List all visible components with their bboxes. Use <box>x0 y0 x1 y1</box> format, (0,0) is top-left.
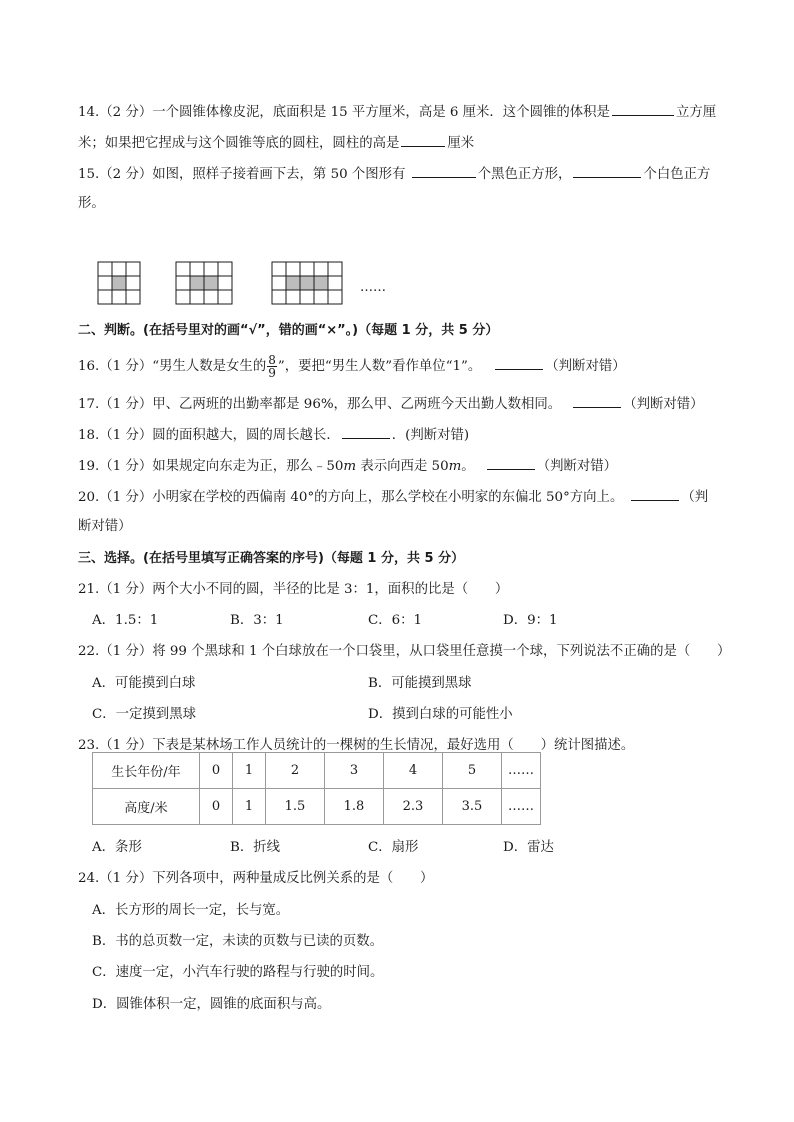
q14-text-2: 立方厘 <box>675 105 717 120</box>
table-cell: 1 <box>233 753 266 789</box>
white-square <box>190 290 204 304</box>
white-square <box>126 262 140 276</box>
shaded-square <box>190 276 204 290</box>
q16-line <box>78 354 626 380</box>
q24-option-b[interactable]: B．书的总页数一定，未读的页数与已读的页数。 <box>92 934 384 949</box>
q22-option-c[interactable]: C．一定摸到黑球 <box>92 707 196 722</box>
table-cell: 高度/米 <box>93 789 200 825</box>
q16-blank[interactable] <box>495 355 543 370</box>
white-square <box>272 262 286 276</box>
q20-line1 <box>78 486 708 508</box>
q19-text: 19.（1 分）如果规定向东走为正，那么﹣50 <box>78 459 344 474</box>
table-cell: 5 <box>443 753 502 789</box>
q22-option-a[interactable]: A．可能摸到白球 <box>92 676 196 691</box>
q16-fraction <box>267 354 277 379</box>
white-square <box>98 262 112 276</box>
q21-option-c[interactable]: C．6：1 <box>368 613 423 628</box>
shaded-square <box>300 276 314 290</box>
q23-option-b[interactable]: B．折线 <box>230 840 281 855</box>
q15-text: 15.（2 分）如图，照样子接着画下去，第 50 个图形有 <box>78 167 410 182</box>
q15-ellipsis: …… <box>360 280 386 295</box>
q19-text-3: 。 <box>461 459 475 474</box>
q14-text: 14.（2 分）一个圆锥体橡皮泥，底面积是 15 平方厘米，高是 6 厘米．这个圆锥的体积是 <box>78 105 610 120</box>
q19-unit: m <box>343 459 357 474</box>
shaded-square <box>286 276 300 290</box>
white-square <box>176 276 190 290</box>
q19-text-2: 表示向西走 50 <box>356 459 449 474</box>
white-square <box>98 276 112 290</box>
section-2-heading: 二、判断。(在括号里对的画“√”，错的画“×”。)（每题 1 分，共 5 分） <box>78 323 499 338</box>
q14-text-3: 米；如果把它捏成与这个圆锥等底的圆柱，圆柱的高是 <box>78 136 400 151</box>
q23-option-c[interactable]: C．扇形 <box>368 840 419 855</box>
q14-line2 <box>78 132 474 154</box>
white-square <box>126 276 140 290</box>
q23-growth-table <box>92 752 541 825</box>
white-square <box>98 290 112 304</box>
shaded-square <box>314 276 328 290</box>
q15-line2 <box>78 194 105 214</box>
shaded-square <box>204 276 218 290</box>
q19-unit-2: m <box>448 459 462 474</box>
table-cell: 2 <box>266 753 325 789</box>
white-square <box>300 262 314 276</box>
white-square <box>204 290 218 304</box>
q21-option-d[interactable]: D．9：1 <box>503 613 558 628</box>
q15-text-3: 个白色正方 <box>643 167 711 182</box>
q20-text-2: （判 <box>681 490 709 505</box>
q24-stem: 24.（1 分）下列各项中，两种量成反比例关系的是（ ） <box>78 871 434 886</box>
q21-stem: 21.（1 分）两个大小不同的圆，半径的比是 3：1，面积的比是（ ） <box>78 582 509 597</box>
q16-frac-num: 8 <box>268 353 276 367</box>
table-cell: 2.3 <box>384 789 443 825</box>
q24-option-c[interactable]: C．速度一定，小汽车行驶的路程与行驶的时间。 <box>92 965 384 980</box>
q23-option-a[interactable]: A．条形 <box>92 840 142 855</box>
section-3-heading: 三、选择。(在括号里填写正确答案的序号)（每题 1 分，共 5 分） <box>78 551 465 566</box>
white-square <box>272 290 286 304</box>
q21-option-a[interactable]: A．1.5：1 <box>92 613 159 628</box>
white-square <box>314 262 328 276</box>
q15-text-2: 个黑色正方形， <box>477 167 572 182</box>
white-square <box>112 262 126 276</box>
white-square <box>176 262 190 276</box>
white-square <box>328 276 342 290</box>
q16-text-3: （判断对错） <box>545 359 626 374</box>
table-row <box>93 789 541 825</box>
q15-text-4: 形。 <box>78 196 105 211</box>
q15-figure-2 <box>175 261 233 305</box>
q16-text: 16.（1 分）“男生人数是女生的 <box>78 359 267 374</box>
q17-line <box>78 393 704 415</box>
q22-option-b[interactable]: B．可能摸到黑球 <box>368 676 472 691</box>
q17-text: 17.（1 分）甲、乙两班的出勤率都是 96%，那么甲、乙两班今天出勤人数相同。 <box>78 397 562 412</box>
q16-frac-den: 9 <box>268 366 276 380</box>
q15-blank-1[interactable] <box>412 163 476 178</box>
table-row <box>93 753 541 789</box>
white-square <box>314 290 328 304</box>
table-cell: 3.5 <box>443 789 502 825</box>
white-square <box>204 262 218 276</box>
q22-stem: 22.（1 分）将 99 个黑球和 1 个白球放在一个口袋里，从口袋里任意摸一个球，下列说法不正确的是（ ） <box>78 644 731 659</box>
q21-option-b[interactable]: B．3：1 <box>230 613 284 628</box>
white-square <box>328 290 342 304</box>
q15-line1 <box>78 163 710 185</box>
q15-figure-1 <box>97 261 141 305</box>
q14-blank-1[interactable] <box>612 101 674 116</box>
q19-line <box>78 455 617 477</box>
white-square <box>300 290 314 304</box>
table-cell: 1.8 <box>325 789 384 825</box>
q18-text-2: ．(判断对错) <box>391 428 470 443</box>
white-square <box>328 262 342 276</box>
q19-text-4: （判断对错） <box>536 459 618 474</box>
q20-text-3: 断对错） <box>78 519 132 534</box>
white-square <box>272 276 286 290</box>
table-cell: 生长年份/年 <box>93 753 200 789</box>
q14-line1 <box>78 101 716 123</box>
white-square <box>112 290 126 304</box>
white-square <box>218 276 232 290</box>
table-cell: …… <box>502 753 541 789</box>
white-square <box>176 290 190 304</box>
q22-option-d[interactable]: D．摸到白球的可能性小 <box>368 707 513 722</box>
q20-line2 <box>78 517 132 537</box>
q14-text-4: 厘米 <box>447 136 475 151</box>
q23-option-d[interactable]: D．雷达 <box>503 840 554 855</box>
q15-figure-3 <box>271 261 343 305</box>
white-square <box>286 262 300 276</box>
q18-line <box>78 424 469 446</box>
white-square <box>286 290 300 304</box>
q20-blank[interactable] <box>631 486 679 501</box>
q19-blank[interactable] <box>487 455 535 470</box>
white-square <box>218 262 232 276</box>
table-cell: 3 <box>325 753 384 789</box>
white-square <box>218 290 232 304</box>
q18-blank[interactable] <box>342 424 390 439</box>
table-cell: 0 <box>200 789 233 825</box>
table-cell: 0 <box>200 753 233 789</box>
q18-text: 18.（1 分）圆的面积越大，圆的周长越长． <box>78 428 340 443</box>
q17-text-2: （判断对错） <box>623 397 704 412</box>
q24-option-a[interactable]: A．长方形的周长一定，长与宽。 <box>92 903 290 918</box>
shaded-square <box>112 276 126 290</box>
q23-stem: 23.（1 分）下表是某林场工作人员统计的一棵树的生长情况，最好选用（ ）统计图描述。 <box>78 738 635 753</box>
q24-option-d[interactable]: D．圆锥体积一定，圆锥的底面积与高。 <box>92 997 331 1012</box>
white-square <box>126 290 140 304</box>
q20-text: 20.（1 分）小明家在学校的西偏南 40°的方向上，那么学校在小明家的东偏北 50°方向上。 <box>78 490 624 505</box>
q15-blank-2[interactable] <box>573 163 641 178</box>
table-cell: 4 <box>384 753 443 789</box>
white-square <box>190 262 204 276</box>
q17-blank[interactable] <box>573 393 621 408</box>
table-cell: 1 <box>233 789 266 825</box>
q14-blank-2[interactable] <box>401 132 445 147</box>
table-cell: 1.5 <box>266 789 325 825</box>
table-cell: …… <box>502 789 541 825</box>
q16-text-2: ”，要把“男生人数”看作单位“1”。 <box>277 359 482 374</box>
